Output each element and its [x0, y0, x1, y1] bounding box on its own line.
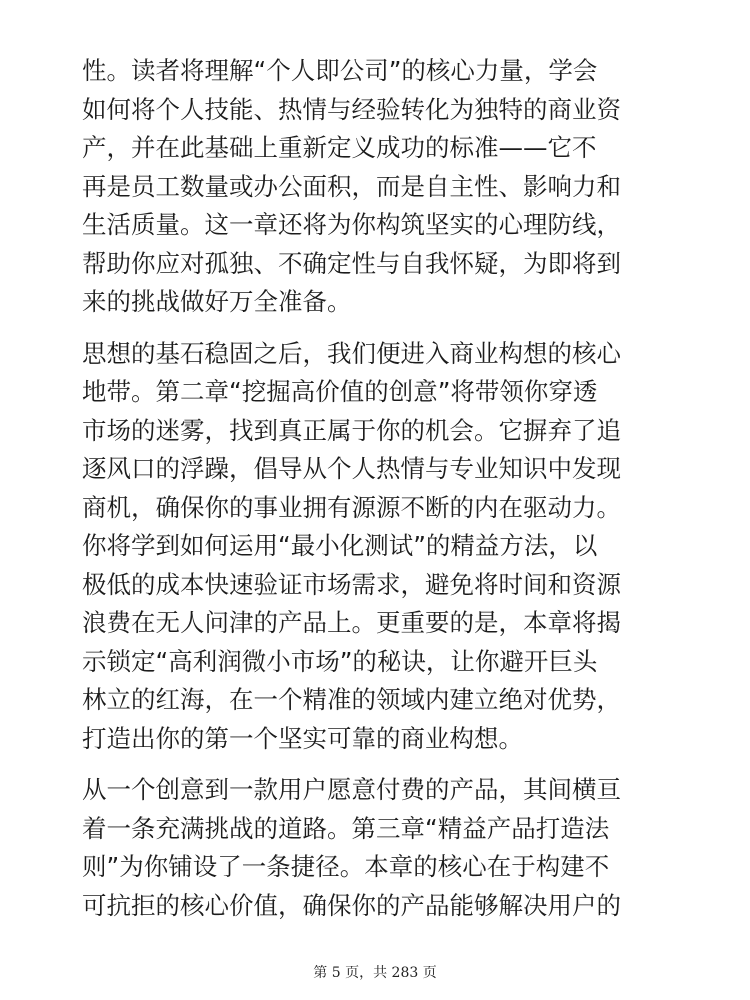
text-line: 浪费在无人问津的产品上。更重要的是，本章将揭 [82, 608, 621, 637]
text-line: 帮助你应对孤独、不确定性与自我怀疑，为即将到 [82, 248, 621, 278]
text-line: 再是员工数量或办公面积，而是自主性、影响力和 [82, 171, 621, 201]
text-line: 你将学到如何运用“最小化测试”的精益方法，以 [82, 531, 598, 560]
text-line: 从一个创意到一款用户愿意付费的产品，其间横亘 [82, 775, 621, 804]
text-line: 思想的基石稳固之后，我们便进入商业构想的核心 [82, 338, 621, 368]
text-line: 市场的迷雾，找到真正属于你的机会。它摒弃了追 [82, 415, 621, 445]
text-line: 生活质量。这一章还将为你构筑坚实的心理防线， [82, 210, 621, 239]
text-line: 打造出你的第一个坚实可靠的商业构想。 [82, 723, 523, 753]
text-line: 性。读者将理解“个人即公司”的核心力量，学会 [82, 56, 598, 85]
paragraph-3 [82, 771, 674, 925]
text-line: 地带。第二章“挖掘高价值的创意”将带领你穿透 [82, 377, 598, 406]
text-line: 产，并在此基础上重新定义成功的标准——它不 [82, 133, 597, 162]
text-line: 示锁定“高利润微小市场”的秘诀，让你避开巨头 [82, 646, 598, 676]
page-body [82, 52, 674, 938]
text-line: 逐风口的浮躁，倡导从个人热情与专业知识中发现 [82, 454, 621, 483]
text-line: 林立的红海，在一个精准的领域内建立绝对优势， [82, 685, 621, 714]
text-line: 着一条充满挑战的道路。第三章“精益产品打造法 [82, 813, 610, 843]
text-line: 极低的成本快速验证市场需求，避免将时间和资源 [82, 569, 621, 599]
text-line: 商机，确保你的事业拥有源源不断的内在驱动力。 [82, 492, 621, 522]
text-line: 如何将个人技能、热情与经验转化为独特的商业资 [82, 94, 621, 124]
text-line: 则”为你铺设了一条捷径。本章的核心在于构建不 [82, 852, 610, 881]
text-line: 可抗拒的核心价值，确保你的产品能够解决用户的 [82, 890, 621, 920]
text-line: 来的挑战做好万全准备。 [82, 287, 352, 316]
paragraph-2 [82, 335, 674, 759]
paragraph-1 [82, 52, 674, 322]
page-number-footer: 第 5 页，共 283 页 [313, 965, 437, 981]
